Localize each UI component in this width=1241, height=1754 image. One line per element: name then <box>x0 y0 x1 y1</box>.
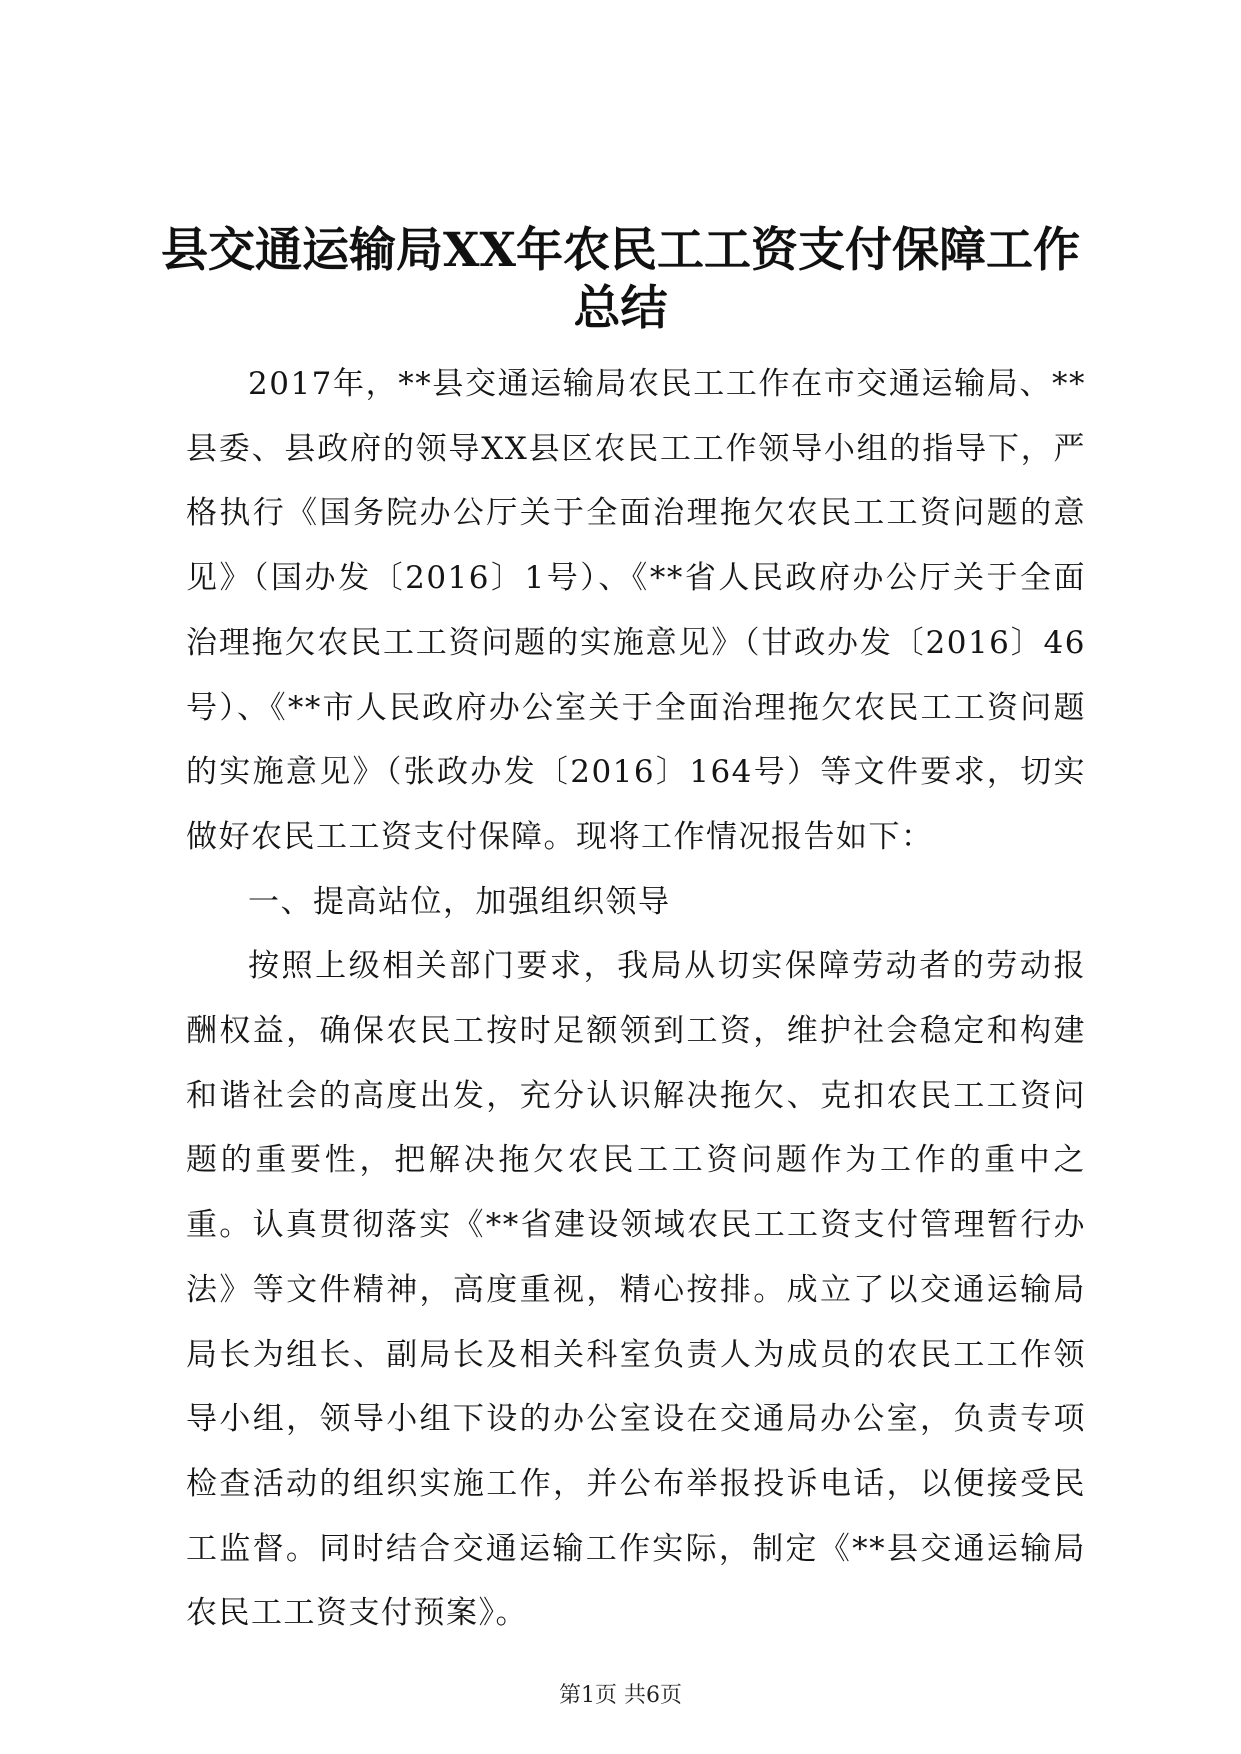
page-footer: 第1页 共6页 <box>559 1683 682 1708</box>
section-heading-1: 一、提高站位，加强组织领导 <box>248 883 671 920</box>
document-title <box>150 222 1091 338</box>
intro-paragraph: 2017年，**县交通运输局农民工工作在市交通运输局、**县委、县政府的领导XX县区农民工工作领导小组的指导下，严格执行《国务院办公厅关于全面治理拖欠农民工工资问题的意见》（国办发〔2016〕1号）、《**省人民政府办公厅关于全面治理拖欠农民工工资问题的实施意见》（甘政办发〔2016〕46号）、《**市人民政府办公室关于全面治理拖欠农民工工资问题的实施意见》（张政办发〔2016〕164号）等文件要求，切实做好农民工工资支付保障。现将工作情况报告如下： <box>186 366 1086 855</box>
document-body <box>186 352 1086 1646</box>
section-paragraph-1: 按照上级相关部门要求，我局从切实保障劳动者的劳动报酬权益，确保农民工按时足额领到工资，维护社会稳定和构建和谐社会的高度出发，充分认识解决拖欠、克扣农民工工资问题的重要性，把解决拖欠农民工工资问题作为工作的重中之重。认真贯彻落实《**省建设领域农民工工资支付管理暂行办法》等文件精神，高度重视，精心按排。成立了以交通运输局局长为组长、副局长及相关科室负责人为成员的农民工工作领导小组，领导小组下设的办公室设在交通局办公室，负责专项检查活动的组织实施工作，并公布举报投诉电话，以便接受民工监督。同时结合交通运输工作实际，制定《**县交通运输局农民工工资支付预案》。 <box>186 948 1086 1632</box>
title-line-2: 总结 <box>573 281 668 336</box>
title-line-1: 县交通运输局XX年农民工工资支付保障工作 <box>161 223 1080 278</box>
